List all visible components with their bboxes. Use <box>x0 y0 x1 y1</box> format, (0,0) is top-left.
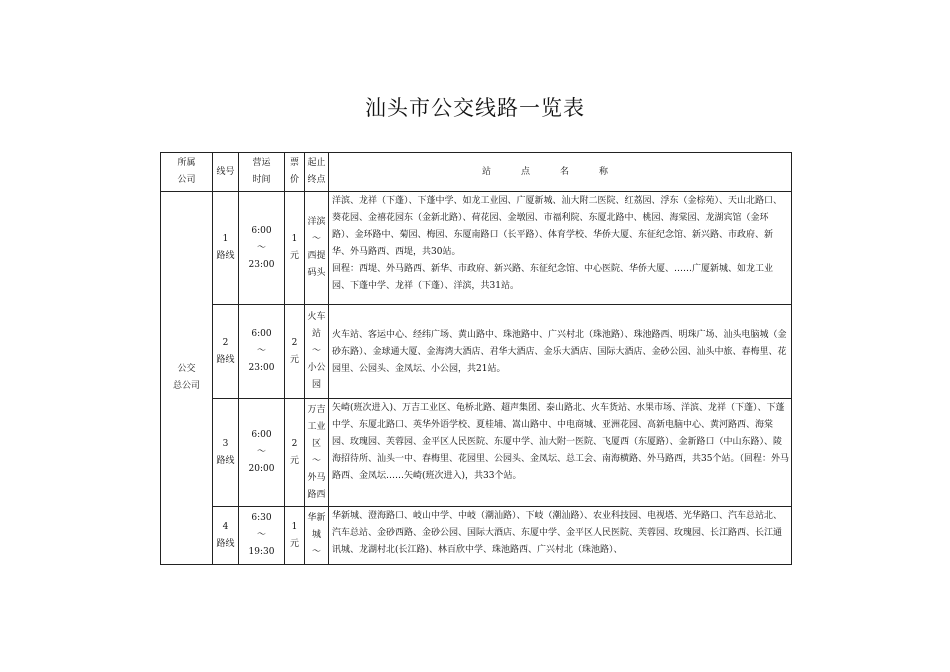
table-row <box>161 399 792 507</box>
fare: 1 元 <box>285 192 305 305</box>
header-hours: 营运 时间 <box>239 153 285 192</box>
station-list-return: 回程：西堤、外马路西、新华、市政府、新兴路、东征纪念馆、中心医院、华侨大厦、……广厦新城、如龙工业园、下蓬中学、龙祥（下蓬）、洋滨，共31站。 <box>332 264 774 291</box>
line-number: 2 路线 <box>213 305 239 399</box>
line-number: 1 路线 <box>213 192 239 305</box>
station-list: 火车站、客运中心、经纬广场、黄山路中、珠池路中、广兴村北（珠池路）、珠池路西、明珠广场、汕头电脑城（金砂东路）、金球通大厦、金海湾大酒店、君华大酒店、金乐大酒店、国际大酒店、金砂公园、汕头中旅、春梅里、花园里、公园头、金凤坛、小公园，共21站。 <box>329 305 792 399</box>
endpoints: 万吉 工业 区 ～ 外马 路西 <box>305 399 329 507</box>
operating-hours: 6:00 ～ 23:00 <box>239 305 285 399</box>
header-line-no: 线号 <box>213 153 239 192</box>
operating-hours: 6:00 ～ 23:00 <box>239 192 285 305</box>
fare: 2 元 <box>285 305 305 399</box>
station-list-outbound: 洋滨、龙祥（下蓬）、下蓬中学、如龙工业园、广厦新城、汕大附二医院、红荔园、浮东（金棕苑）、天山北路口、葵花园、金禧花园东（金新北路）、荷花园、金墩园、市福利院、东厦北路中、桃园、海棠园、龙湖宾馆（金环路）、金环路中、菊园、梅园、东厦南路口（长平路）、体育学校、华侨大厦、东征纪念馆、新兴路、市政府、新华、外马路西、西堤，共30站。 <box>332 196 783 257</box>
table-header-row <box>161 153 792 192</box>
company-cell: 公交 总公司 <box>161 192 213 565</box>
station-list: 矢崎(班次进入)、万吉工业区、龟桥北路、超声集团、泰山路北、火车货站、水果市场、洋滨、龙祥（下蓬）、下蓬中学、东厦北路口、英华外语学校、夏桂埔、嵩山路中、中电商城、亚洲花园、高新电脑中心、黄河路西、海棠园、玫瑰园、芙蓉园、金平区人民医院、东厦中学、汕大附一医院、飞厦西（东厦路）、金新路口（中山东路）、陵海招待所、汕头一中、春梅里、花园里、公园头、金凤坛、总工会、南海横路、外马路西，共35个站。（回程：外马路西、金凤坛……矢崎(班次进入)，共33个站。 <box>329 399 792 507</box>
header-company: 所属 公司 <box>161 153 213 192</box>
endpoints: 洋滨 ～ 西提 码头 <box>305 192 329 305</box>
header-stations: 站点名称 <box>329 153 792 192</box>
table-row <box>161 305 792 399</box>
header-fare: 票 价 <box>285 153 305 192</box>
fare: 2 元 <box>285 399 305 507</box>
line-number: 3 路线 <box>213 399 239 507</box>
station-list <box>329 192 792 305</box>
table-row <box>161 507 792 565</box>
fare: 1 元 <box>285 507 305 565</box>
station-list: 华新城、澄海路口、岐山中学、中岐（潮汕路）、下岐（潮汕路）、农业科技园、电视塔、光华路口、汽车总站北、汽车总站、金砂西路、金砂公园、国际大酒店、东厦中学、金平区人民医院、芙蓉园、玫瑰园、长江路西、长江通讯城、龙湖村北(长江路)、林百欣中学、珠池路西、广兴村北（珠池路）、 <box>329 507 792 565</box>
table-row <box>161 192 792 305</box>
operating-hours: 6:30 ～ 19:30 <box>239 507 285 565</box>
operating-hours: 6:00 ～ 20:00 <box>239 399 285 507</box>
page-title: 汕头市公交线路一览表 <box>365 96 585 120</box>
endpoints: 华新 城 ～ <box>305 507 329 565</box>
line-number: 4 路线 <box>213 507 239 565</box>
bus-route-table <box>160 152 792 565</box>
header-endpoints: 起止 终点 <box>305 153 329 192</box>
endpoints: 火车 站 ～ 小公 园 <box>305 305 329 399</box>
